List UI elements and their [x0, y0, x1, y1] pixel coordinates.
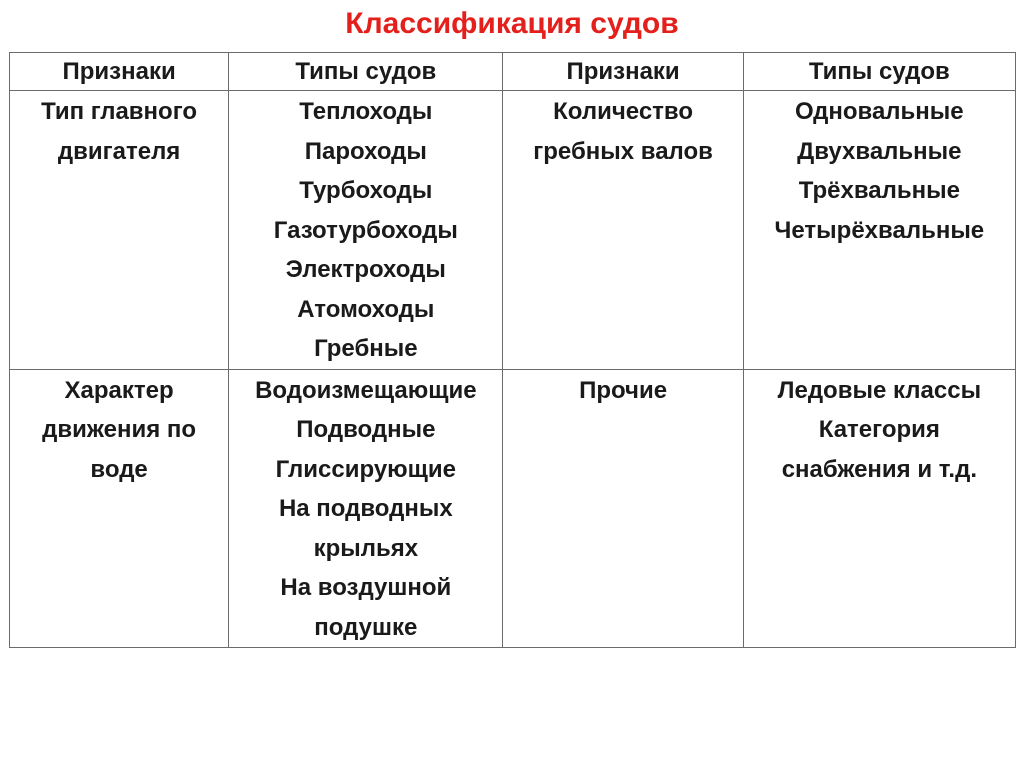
cell-line: снабжения и т.д. [781, 455, 977, 483]
feature-cell [503, 91, 743, 370]
cell-line: воде [90, 455, 148, 483]
cell-line: Атомоходы [297, 295, 435, 323]
classification-table [9, 52, 1016, 648]
types-cell [743, 91, 1015, 370]
cell-line: Ледовые классы [777, 376, 982, 404]
header-ship-types-1: Типы судов [229, 53, 503, 91]
cell-line: Двухвальные [797, 137, 962, 165]
types-cell [743, 369, 1015, 648]
cell-line: Категория [818, 416, 940, 443]
cell-line: Прочие [579, 376, 668, 404]
cell-line: гребных валов [533, 137, 713, 165]
cell-line: Подводные [296, 416, 436, 443]
cell-line: Водоизмещающие [255, 376, 477, 404]
feature-cell [10, 369, 229, 648]
cell-line: Трёхвальные [798, 177, 960, 204]
header-ship-types-2: Типы судов [743, 53, 1015, 91]
types-cell [229, 369, 503, 648]
header-features-2: Признаки [503, 53, 743, 91]
types-cell [229, 91, 503, 370]
cell-line: движения по [42, 416, 197, 443]
cell-line: Турбоходы [299, 177, 433, 204]
cell-line: подушке [314, 613, 418, 641]
cell-line: Пароходы [304, 137, 427, 165]
cell-line: Четырёхвальные [774, 216, 985, 244]
cell-line: крыльях [313, 534, 419, 562]
cell-line: Газотурбоходы [273, 216, 458, 244]
cell-line: Одновальные [795, 98, 964, 125]
table-row [10, 91, 1016, 370]
cell-line: Количество [553, 98, 694, 125]
header-features-1: Признаки [10, 53, 229, 91]
feature-cell [10, 91, 229, 370]
slide-title: Классификация судов [345, 7, 679, 40]
cell-line: Электроходы [285, 256, 446, 283]
table-row [10, 369, 1016, 648]
cell-line: двигателя [57, 137, 181, 165]
cell-line: На подводных [278, 495, 453, 522]
cell-line: Характер [64, 376, 174, 404]
cell-line: Тип главного [41, 98, 198, 125]
cell-line: Теплоходы [299, 98, 433, 125]
cell-line: На воздушной [280, 574, 452, 601]
cell-line: Глиссирующие [275, 455, 457, 483]
table-header-row [10, 53, 1016, 91]
cell-line: Гребные [314, 335, 418, 362]
feature-cell [503, 369, 743, 648]
